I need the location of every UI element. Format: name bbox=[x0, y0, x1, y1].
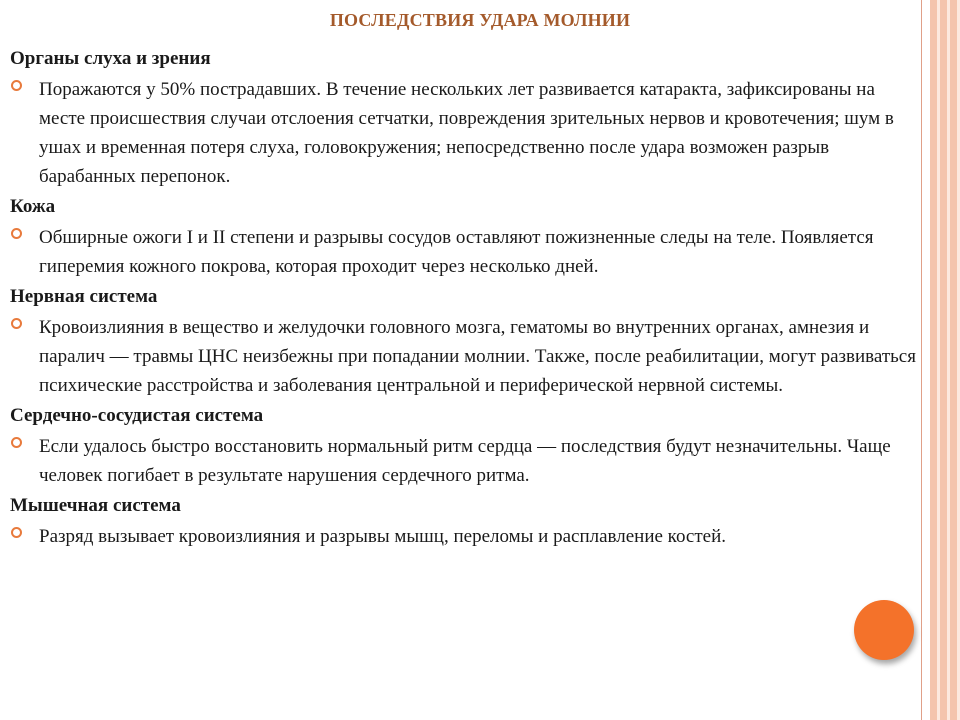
circle-bullet-icon bbox=[11, 318, 22, 329]
section-text-nervous-system: Кровоизлияния в вещество и желудочки головного мозга, гематомы во внутренних органах, амнезия и паралич — травмы ЦНС неизбежны при попадании молнии. Также, после реабилитации, могут развиваться психические расстройства и заболевания центральной и периферической нервной системы. bbox=[39, 317, 916, 396]
section-heading-skin: Кожа bbox=[10, 196, 56, 217]
section-item-vision-hearing bbox=[10, 75, 922, 191]
section-heading-muscular: Мышечная система bbox=[10, 495, 181, 516]
circle-bullet-icon bbox=[11, 437, 22, 448]
section-heading-cardiovascular: Сердечно-сосудистая система bbox=[10, 405, 264, 426]
section-text-cardiovascular: Если удалось быстро восстановить нормальный ритм сердца — последствия будут незначительны. Чаще человек погибает в результате нарушения сердечного ритма. bbox=[39, 436, 891, 486]
decorative-stripes bbox=[930, 0, 960, 720]
slide-content bbox=[10, 45, 922, 553]
circle-bullet-icon bbox=[11, 228, 22, 239]
section-text-muscular: Разряд вызывает кровоизлияния и разрывы мышц, переломы и расплавление костей. bbox=[39, 526, 727, 547]
section-item-cardiovascular bbox=[10, 432, 922, 490]
slide-title: ПОСЛЕДСТВИЯ УДАРА МОЛНИИ bbox=[329, 10, 631, 30]
section-heading-nervous-system: Нервная система bbox=[10, 286, 158, 307]
orange-circle-decoration bbox=[854, 600, 914, 660]
circle-bullet-icon bbox=[11, 80, 22, 91]
section-item-skin bbox=[10, 223, 922, 281]
section-heading-vision-hearing: Органы слуха и зрения bbox=[10, 48, 211, 69]
section-item-nervous-system bbox=[10, 313, 922, 400]
circle-bullet-icon bbox=[11, 527, 22, 538]
section-text-skin: Обширные ожоги I и II степени и разрывы сосудов оставляют пожизненные следы на теле. Появляется гиперемия кожного покрова, которая проходит через несколько дней. bbox=[39, 227, 874, 277]
section-text-vision-hearing: Поражаются у 50% пострадавших. В течение нескольких лет развивается катаракта, зафиксированы на месте происшествия случаи отслоения сетчатки, повреждения зрительных нервов и кровотечения; шум в ушах и временная потеря слуха, головокружения; непосредственно после удара возможен разрыв барабанных перепонок. bbox=[39, 79, 894, 187]
section-item-muscular bbox=[10, 522, 922, 551]
